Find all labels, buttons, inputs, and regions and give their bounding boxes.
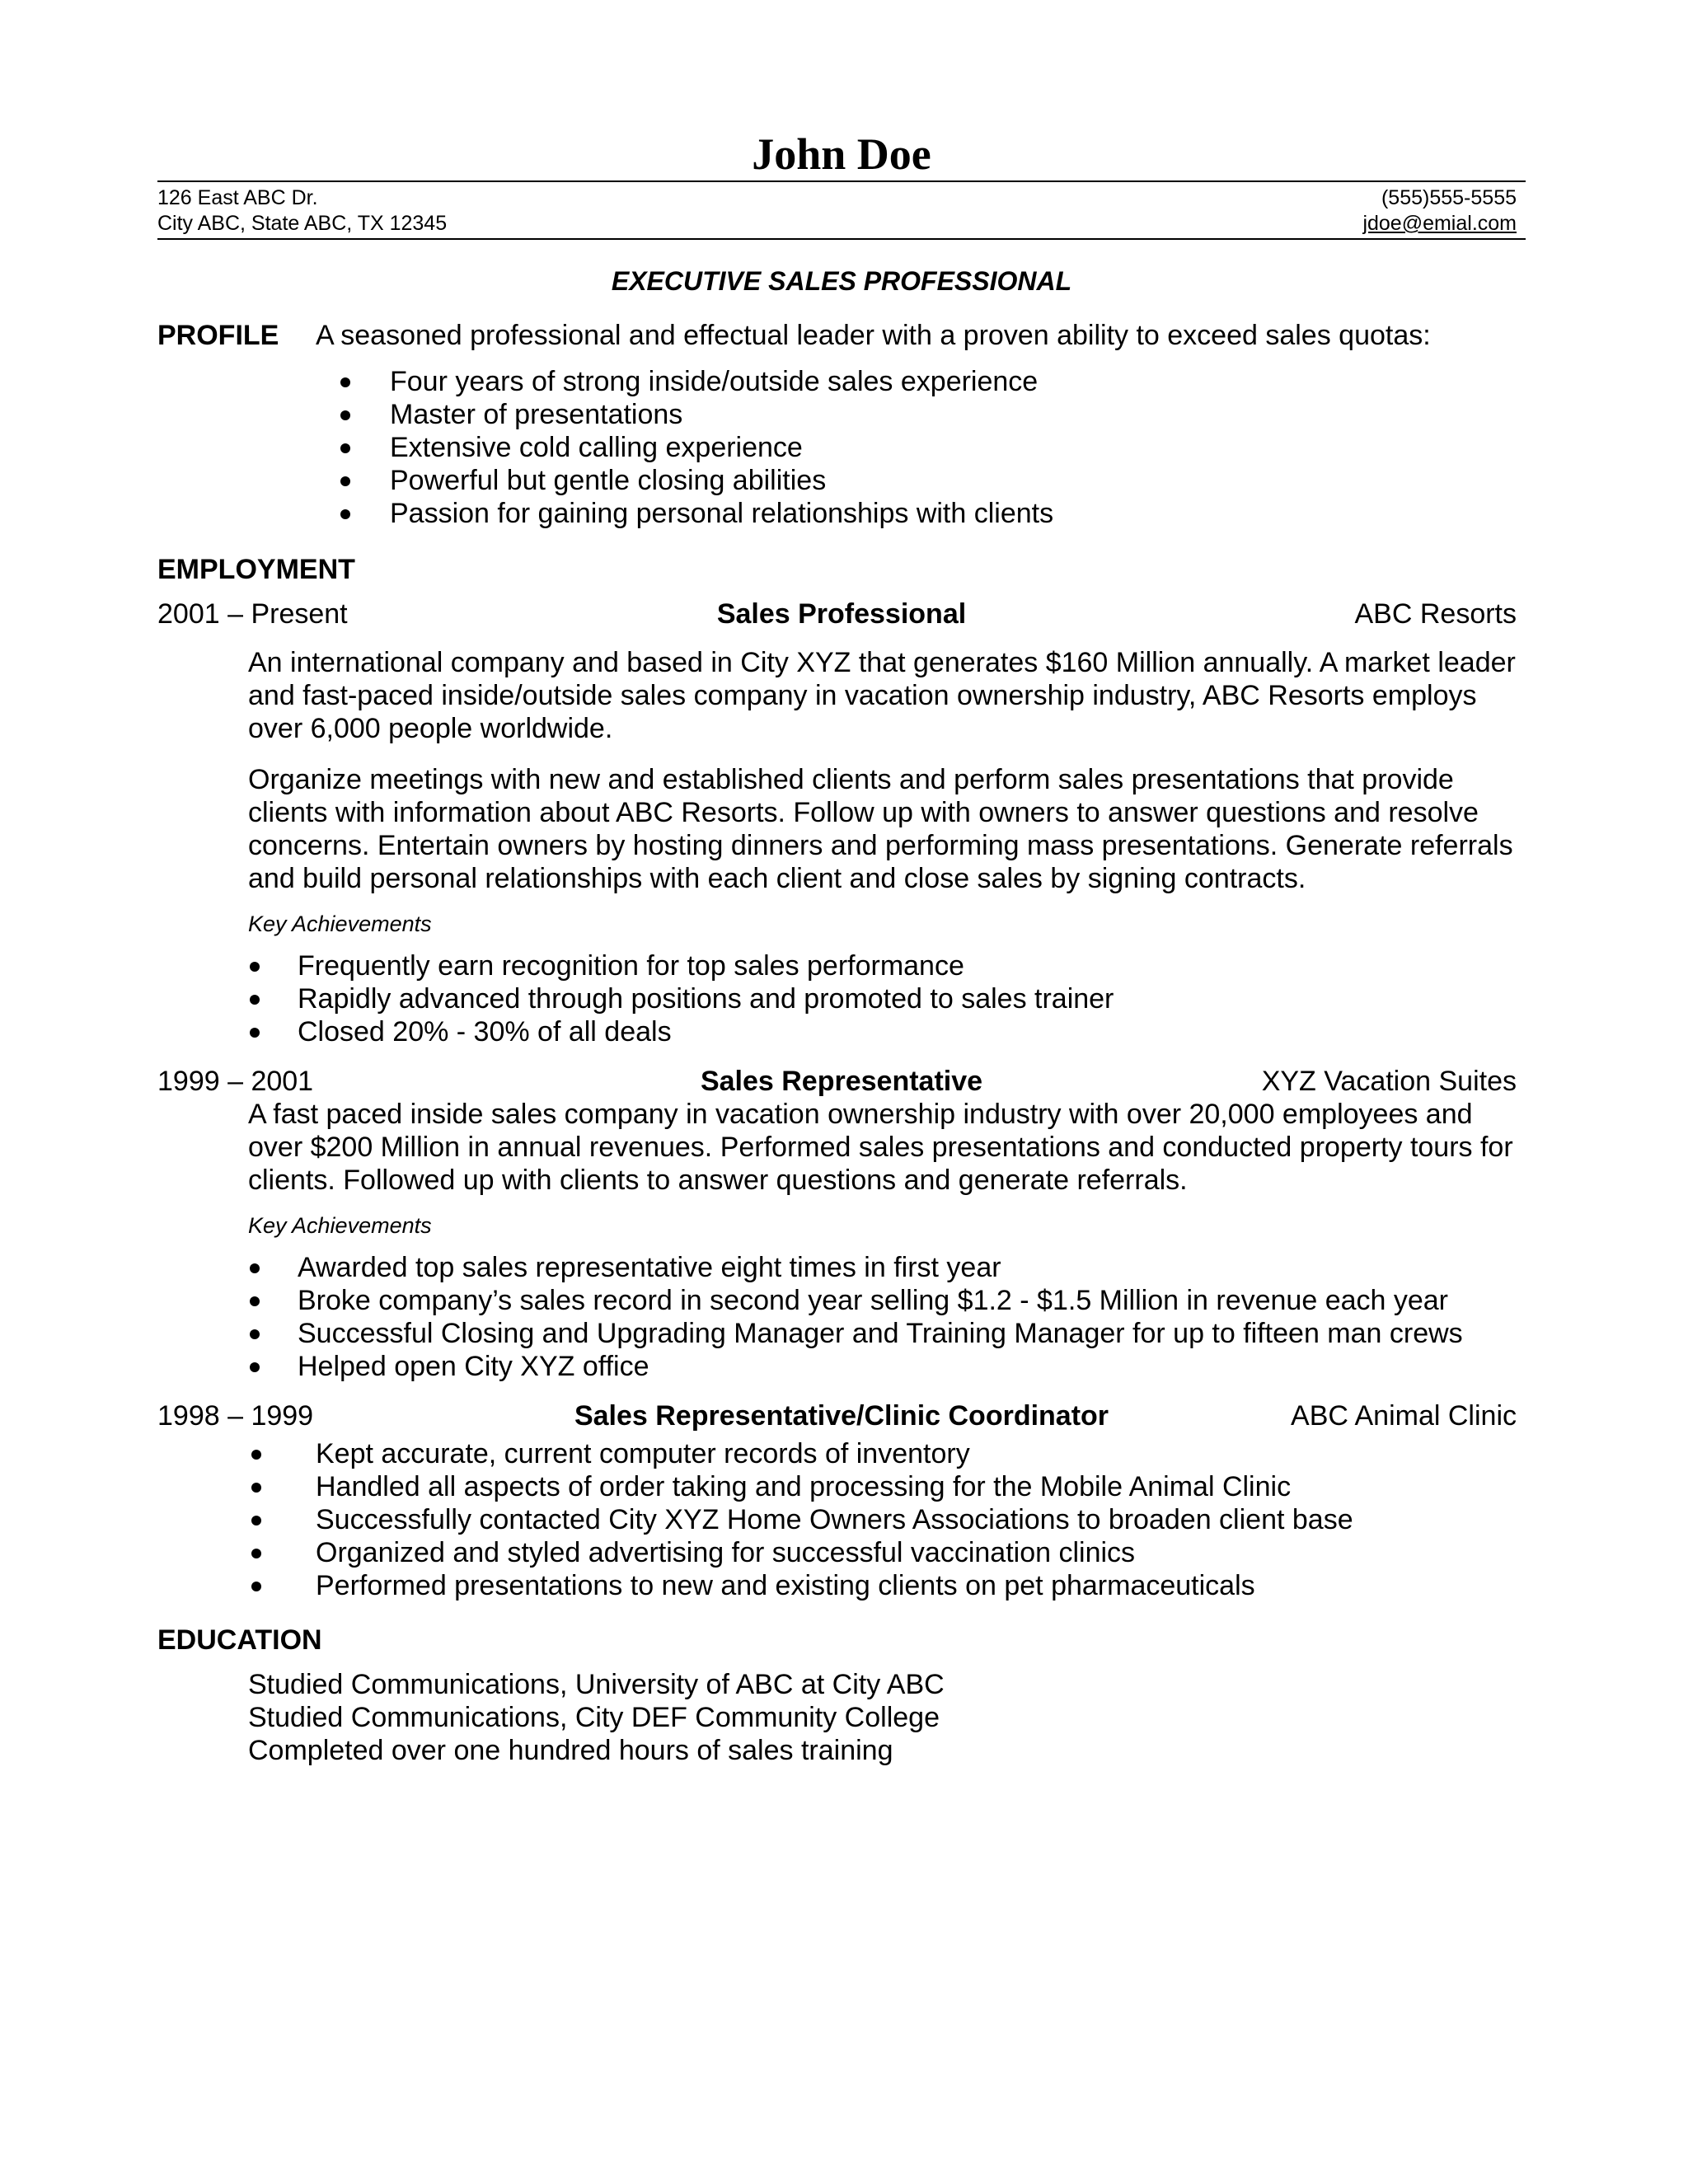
bullet-text: Successfully contacted City XYZ Home Owners Associations to broaden client base — [316, 1504, 1353, 1535]
list-item — [316, 1470, 1526, 1503]
phone-number: (555)555-5555 — [1381, 186, 1517, 209]
bullet-text: Rapidly advanced through positions and promoted to sales trainer — [298, 983, 1114, 1015]
list-item — [390, 398, 1526, 431]
bullet-text: Passion for gaining personal relationships with clients — [390, 498, 1054, 529]
bullet-icon — [250, 962, 260, 972]
list-item — [316, 1569, 1526, 1602]
objective-title: EXECUTIVE SALES PROFESSIONAL — [611, 266, 1072, 296]
contact-block — [157, 180, 1526, 240]
job-header-3 — [157, 1399, 1526, 1432]
list-item — [298, 1015, 1526, 1048]
bullet-text: Powerful but gentle closing abilities — [390, 465, 827, 496]
education-heading: EDUCATION — [157, 1624, 322, 1656]
education-list — [157, 1668, 1526, 1767]
list-item — [316, 1536, 1526, 1569]
email-link[interactable]: jdoe@emial.com — [1362, 212, 1517, 235]
list-item — [298, 1251, 1526, 1284]
bullet-text: Four years of strong inside/outside sales experience — [390, 366, 1039, 397]
bullet-icon — [250, 1263, 260, 1273]
list-item — [316, 1503, 1526, 1536]
bullet-text: Handled all aspects of order taking and processing for the Mobile Animal Clinic — [316, 1471, 1292, 1502]
job-dates: 1999 – 2001 — [157, 1066, 314, 1097]
list-item — [316, 1437, 1526, 1470]
list-item — [390, 365, 1526, 398]
list-item — [298, 949, 1526, 982]
bullet-icon — [251, 1549, 261, 1558]
job-company: XYZ Vacation Suites — [1261, 1066, 1517, 1097]
job-paragraph: Organize meetings with new and established clients and perform sales presentations that provide clients with information about ABC Resorts. Follow up with owners to answer questions and resolve concerns. Entertain owners by hosting dinners and performing mass presentations. Generate referrals and build personal relationships with each client and close sales by signing contracts. — [248, 764, 1513, 894]
achievement-list-2 — [157, 1251, 1526, 1383]
bullet-icon — [251, 1582, 261, 1591]
bullet-text: Frequently earn recognition for top sales performance — [298, 950, 964, 982]
profile-bullet-list — [157, 365, 1526, 530]
education-line: Studied Communications, City DEF Community College — [248, 1702, 940, 1733]
job-paragraph: A fast paced inside sales company in vacation ownership industry with over 20,000 employees and over $200 Million in annual revenues. Performed sales presentations and conducted property tours for clients. Followed up with clients to answer questions and generate referrals. — [248, 1099, 1513, 1196]
employment-heading: EMPLOYMENT — [157, 554, 355, 585]
address-line-1: 126 East ABC Dr. — [157, 186, 318, 209]
bullet-icon — [340, 410, 350, 420]
job-company: ABC Resorts — [1354, 598, 1517, 630]
bullet-text: Successful Closing and Upgrading Manager and Training Manager for up to fifteen man crews — [298, 1318, 1463, 1349]
list-item — [298, 1317, 1526, 1350]
bullet-icon — [340, 377, 350, 387]
bullet-icon — [250, 1296, 260, 1306]
list-item — [298, 1284, 1526, 1317]
address-line-2: City ABC, State ABC, TX 12345 — [157, 212, 448, 235]
candidate-name: John Doe — [752, 129, 931, 179]
key-achievements-label: Key Achievements — [248, 912, 432, 936]
bullet-text: Performed presentations to new and existing clients on pet pharmaceuticals — [316, 1570, 1255, 1601]
job-paragraph: An international company and based in City XYZ that generates $160 Million annually. A market leader and fast-paced inside/outside sales company in vacation ownership industry, ABC Resorts employs over 6,000 people worldwide. — [248, 647, 1516, 744]
bullet-text: Helped open City XYZ office — [298, 1351, 649, 1382]
bullet-text: Closed 20% - 30% of all deals — [298, 1016, 672, 1047]
education-line: Completed over one hundred hours of sales training — [248, 1735, 893, 1766]
address-block — [157, 185, 447, 237]
list-item — [298, 1350, 1526, 1383]
phone-email-block — [1362, 185, 1517, 237]
job-description-2 — [157, 1098, 1526, 1240]
list-item — [390, 431, 1526, 464]
job-description-1 — [157, 646, 1526, 938]
job-title: Sales Representative/Clinic Coordinator — [574, 1400, 1109, 1432]
job-title: Sales Representative — [700, 1066, 983, 1097]
bullet-icon — [250, 1362, 260, 1372]
bullet-text: Master of presentations — [390, 399, 683, 430]
job-title: Sales Professional — [716, 598, 967, 630]
list-item — [298, 982, 1526, 1015]
profile-intro: A seasoned professional and effectual leader with a proven ability to exceed sales quotas: — [316, 320, 1431, 351]
bullet-icon — [340, 443, 350, 453]
bullet-icon — [251, 1516, 261, 1526]
bullet-icon — [250, 995, 260, 1005]
bullet-icon — [340, 509, 350, 519]
job-dates: 2001 – Present — [157, 598, 348, 630]
bullet-icon — [251, 1483, 261, 1493]
education-line: Studied Communications, University of ABC at City ABC — [248, 1669, 945, 1700]
bullet-icon — [340, 476, 350, 486]
achievement-list-1 — [157, 949, 1526, 1048]
list-item — [390, 464, 1526, 497]
key-achievements-label: Key Achievements — [248, 1213, 432, 1238]
job-header-2 — [157, 1065, 1526, 1098]
profile-heading: PROFILE — [157, 320, 279, 351]
bullet-text: Extensive cold calling experience — [390, 432, 803, 463]
job-header-1 — [157, 598, 1526, 630]
list-item — [390, 497, 1526, 530]
job-dates: 1998 – 1999 — [157, 1400, 314, 1432]
bullet-text: Kept accurate, current computer records of inventory — [316, 1438, 970, 1469]
bullet-icon — [250, 1028, 260, 1038]
resume-page — [157, 115, 1526, 1767]
profile-section — [157, 319, 1526, 352]
duty-list-3 — [157, 1437, 1526, 1602]
bullet-icon — [250, 1329, 260, 1339]
bullet-text: Awarded top sales representative eight times in first year — [298, 1252, 1001, 1283]
bullet-text: Organized and styled advertising for successful vaccination clinics — [316, 1537, 1136, 1568]
bullet-icon — [251, 1450, 261, 1460]
job-company: ABC Animal Clinic — [1291, 1400, 1517, 1432]
bullet-text: Broke company’s sales record in second year selling $1.2 - $1.5 Million in revenue each year — [298, 1285, 1449, 1316]
